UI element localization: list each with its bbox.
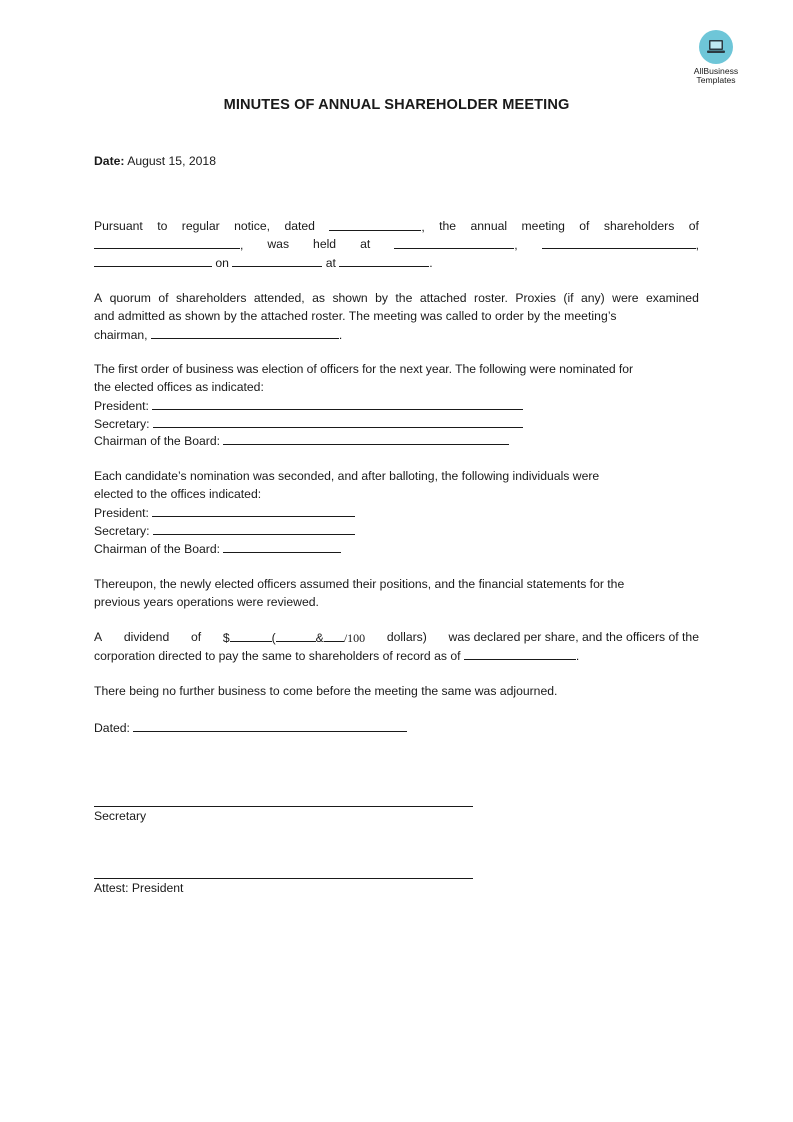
para4-line2: elected to the offices indicated: bbox=[94, 487, 262, 501]
nominee-president-line: President: bbox=[94, 396, 699, 414]
record-date-blank[interactable] bbox=[464, 646, 576, 660]
brand-name: AllBusiness Templates bbox=[693, 66, 739, 85]
para5-line1: Thereupon, the newly elected officers assumed their positions, and the financial statements for the bbox=[94, 577, 625, 591]
laptop-icon bbox=[699, 30, 733, 64]
location-blank-2[interactable] bbox=[542, 235, 696, 249]
secretary-signature-label: Secretary bbox=[94, 809, 147, 823]
nominee-secretary-blank[interactable] bbox=[153, 414, 523, 428]
para4-line1: Each candidate’s nomination was seconded, and after balloting, the following individuals were bbox=[94, 469, 600, 483]
para2-line1: A quorum of shareholders attended, as shown by the attached roster. Proxies (if any) were examined bbox=[94, 291, 699, 305]
elected-secretary-blank[interactable] bbox=[153, 521, 355, 535]
meeting-date-blank[interactable] bbox=[232, 253, 322, 267]
para1-line1: Pursuant to regular notice, dated , the annual meeting of shareholders of bbox=[94, 219, 699, 234]
company-name-blank[interactable] bbox=[94, 235, 240, 249]
date-line bbox=[94, 152, 699, 170]
elected-chairman-line: Chairman of the Board: bbox=[94, 539, 699, 557]
president-signature-label: Attest: President bbox=[94, 881, 184, 895]
para3-line2: the elected offices as indicated: bbox=[94, 380, 264, 394]
location-blank-1[interactable] bbox=[394, 235, 514, 249]
para2-line2: and admitted as shown by the attached roster. The meeting was called to order by the meeting’s bbox=[94, 309, 617, 323]
document-title: MINUTES OF ANNUAL SHAREHOLDER MEETING bbox=[223, 97, 570, 113]
para5-line2: previous years operations were reviewed. bbox=[94, 595, 319, 609]
dated-line: Dated: bbox=[94, 718, 699, 736]
elected-secretary-line: Secretary: bbox=[94, 521, 699, 539]
elected-chairman-blank[interactable] bbox=[223, 539, 341, 553]
brand-logo bbox=[686, 30, 746, 85]
para7: There being no further business to come before the meeting the same was adjourned. bbox=[94, 684, 558, 698]
para1-line2: , was held at , , bbox=[94, 235, 699, 253]
date-value: August 15, 2018 bbox=[127, 154, 216, 168]
nominee-president-blank[interactable] bbox=[152, 396, 523, 410]
para6-line1: A dividend of $ ( & /100 dollars) was declared per share, and the officers of the bbox=[94, 630, 699, 645]
nominee-secretary-line: Secretary: bbox=[94, 414, 699, 432]
dividend-dollars-blank[interactable] bbox=[276, 628, 316, 642]
nominee-chairman-line: Chairman of the Board: bbox=[94, 431, 699, 449]
meeting-time-blank[interactable] bbox=[339, 253, 429, 267]
para1-line3: on at . bbox=[94, 253, 699, 271]
chairman-name-blank[interactable] bbox=[151, 325, 339, 339]
elected-president-blank[interactable] bbox=[152, 503, 355, 517]
para3-line1: The first order of business was election of officers for the next year. The following were nominated for bbox=[94, 362, 634, 376]
para2-line3: chairman, . bbox=[94, 325, 699, 343]
notice-date-blank[interactable] bbox=[329, 217, 421, 231]
location-blank-3[interactable] bbox=[94, 253, 212, 267]
dividend-amount-blank[interactable] bbox=[230, 628, 272, 642]
dividend-cents-blank[interactable] bbox=[324, 628, 344, 642]
nominee-chairman-blank[interactable] bbox=[223, 431, 509, 445]
elected-president-line: President: bbox=[94, 503, 699, 521]
dated-blank[interactable] bbox=[133, 718, 407, 732]
date-label: Date: bbox=[94, 154, 125, 168]
para6-line2: corporation directed to pay the same to shareholders of record as of . bbox=[94, 646, 699, 664]
